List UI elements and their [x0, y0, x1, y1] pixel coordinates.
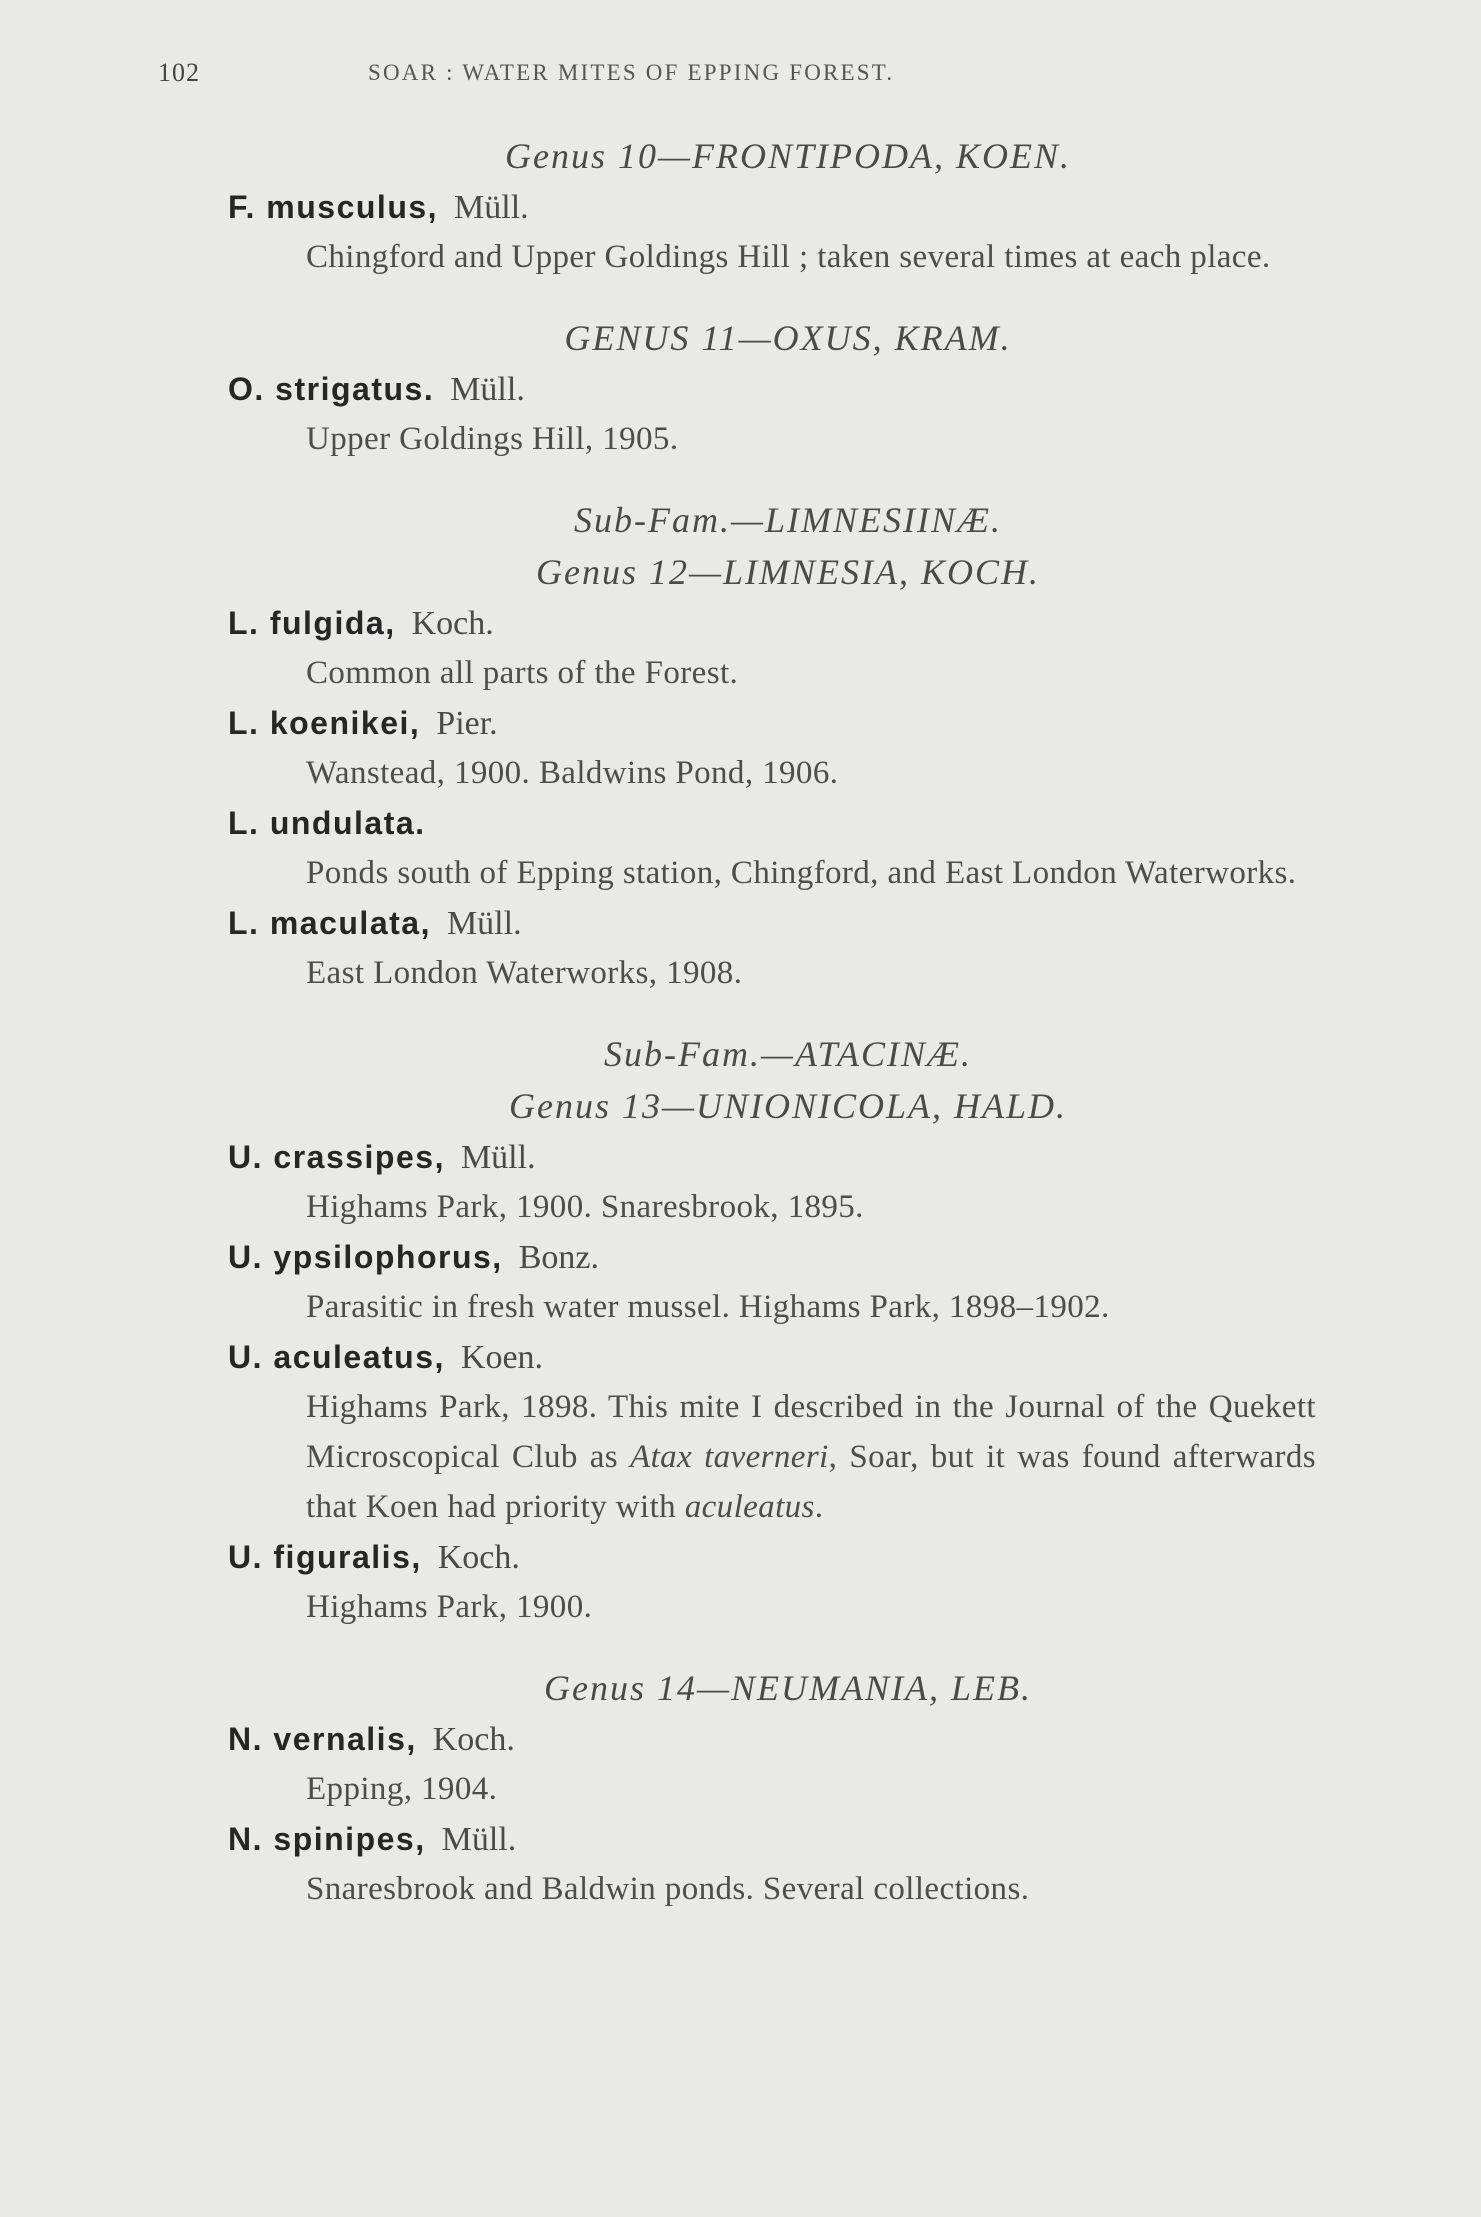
species-note: Wanstead, 1900. Baldwins Pond, 1906.: [306, 755, 839, 791]
running-title: SOAR : WATER MITES OF EPPING FOREST.: [368, 60, 895, 85]
species-note: Highams Park, 1900. Snaresbrook, 1895.: [306, 1189, 864, 1225]
genus-heading: Genus 12—LIMNESIA, KOCH.: [536, 552, 1040, 592]
species-name: F. musculus,: [228, 189, 439, 225]
species-note: Upper Goldings Hill, 1905.: [306, 421, 679, 457]
note-text: , Soar, but it was found afterwards that Koen had priority with: [306, 1439, 1316, 1525]
species-entry: [228, 798, 1328, 848]
species-entry: [228, 1532, 1328, 1582]
species-name: L. koenikei,: [228, 705, 421, 741]
species-list: [228, 130, 1328, 1914]
species-author: Pier.: [436, 705, 498, 742]
species-name: O. strigatus.: [228, 371, 435, 407]
species-note: Common all parts of the Forest.: [306, 655, 739, 691]
running-head: [158, 58, 1328, 98]
species-name: L. fulgida,: [228, 605, 396, 641]
species-author: Müll.: [454, 189, 529, 226]
species-author: Müll.: [446, 905, 522, 942]
species-name: U. aculeatus,: [228, 1339, 445, 1375]
species-note: [306, 1382, 1316, 1532]
page-number: 102: [158, 58, 200, 87]
species-entry: [228, 1332, 1328, 1382]
genus-heading: Genus 13—UNIONICOLA, HALD.: [508, 1086, 1068, 1126]
note-italic-text: aculeatus: [684, 1489, 815, 1525]
note-text: Highams Park, 1898. This mite I described in the Journal of the Quekett Microscopical Club as: [306, 1389, 1316, 1475]
species-author: Müll.: [460, 1139, 536, 1176]
species-name: U. ypsilophorus,: [228, 1239, 503, 1275]
species-note: Ponds south of Epping station, Chingford, and East London Waterworks.: [306, 855, 1297, 891]
species-author: Bonz.: [518, 1239, 599, 1276]
subfamily-heading: Sub-Fam.—LIMNESIINÆ.: [574, 500, 1002, 540]
species-entry: [228, 598, 1328, 648]
genus-heading: GENUS 11—OXUS, KRAM.: [564, 318, 1012, 358]
species-entry: [228, 1714, 1328, 1764]
species-name: N. spinipes,: [228, 1821, 426, 1857]
species-entry: [228, 182, 1328, 232]
species-author: Koch.: [411, 605, 494, 642]
species-note: East London Waterworks, 1908.: [306, 955, 743, 991]
species-author: Koch.: [437, 1539, 520, 1576]
species-author: Koch.: [432, 1721, 515, 1758]
species-author: Koen.: [460, 1339, 544, 1376]
species-name: N. vernalis,: [228, 1721, 417, 1757]
species-entry: [228, 364, 1328, 414]
species-note: Parasitic in fresh water mussel. Highams Park, 1898–1902.: [306, 1289, 1110, 1325]
subfamily-heading: Sub-Fam.—ATACINÆ.: [603, 1034, 972, 1074]
species-entry: [228, 1232, 1328, 1282]
genus-heading: Genus 10—FRONTIPODA, KOEN.: [505, 136, 1071, 176]
species-name: L. undulata.: [228, 805, 426, 841]
species-note: Snaresbrook and Baldwin ponds. Several collections.: [306, 1871, 1030, 1907]
note-text: .: [814, 1489, 824, 1525]
species-entry: [228, 898, 1328, 948]
species-note: Highams Park, 1900.: [306, 1589, 593, 1625]
species-entry: [228, 1132, 1328, 1182]
species-name: U. crassipes,: [228, 1139, 445, 1175]
species-note: Chingford and Upper Goldings Hill ; taken several times at each place.: [306, 239, 1271, 275]
species-entry: [228, 1814, 1328, 1864]
species-author: Müll.: [441, 1821, 517, 1858]
genus-heading: Genus 14—NEUMANIA, LEB.: [544, 1668, 1032, 1708]
species-entry: [228, 698, 1328, 748]
species-note: Epping, 1904.: [306, 1771, 498, 1807]
species-author: Müll.: [450, 371, 525, 408]
species-name: U. figuralis,: [228, 1539, 422, 1575]
note-italic-text: Atax taverneri: [630, 1439, 829, 1475]
species-name: L. maculata,: [228, 905, 431, 941]
